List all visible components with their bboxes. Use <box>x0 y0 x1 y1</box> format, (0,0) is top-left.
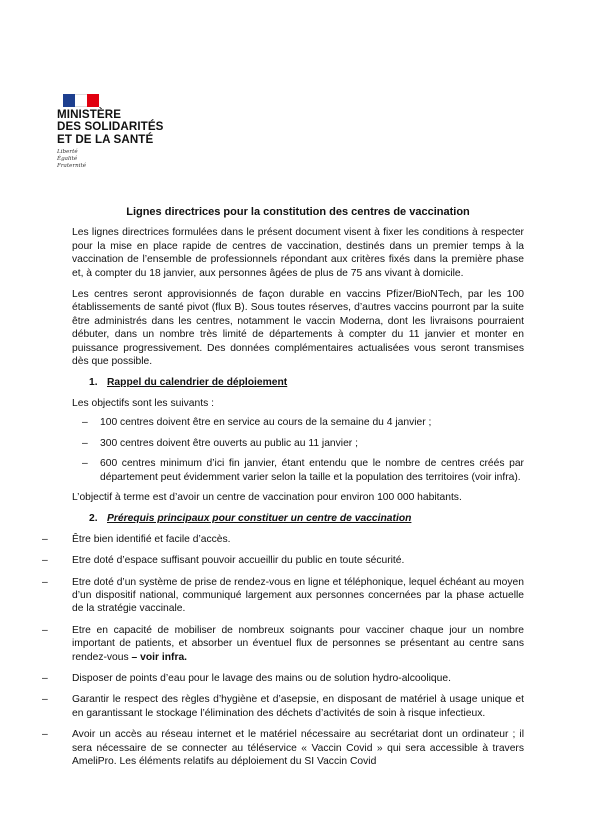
item-bold-note: – voir infra. <box>131 651 188 663</box>
ministry-logo <box>57 94 164 170</box>
list-item <box>42 624 524 664</box>
list-item: – 600 centres minimum d’ici fin janvier, étant entendu que le nombre de centres créés par département peut évidemment varier selon la taille et la population des territoires (voir infra). <box>72 457 524 484</box>
list-item <box>42 672 524 685</box>
item-text: Etre doté d’un système de prise de rendez-vous en ligne et téléphonique, lequel échéant au moyen d’un dispositif national, communiqué largement aux personnes concernées par la phase actuelle de la stratégie vaccinale. <box>72 576 524 615</box>
item-text: Etre doté d’espace suffisant pouvoir accueillir du public en toute sécurité. <box>72 555 405 567</box>
list-item <box>42 693 524 720</box>
ministry-line: ET DE LA SANTÉ <box>57 132 154 146</box>
intro-paragraph: Les lignes directrices formulées dans le présent document visent à fixer les conditions à respecter pour la mise en place rapide de centres de vaccination, destinés dans un premier temps à la vaccination de l’ensemble de professionnels répondant aux critères fixés dans la première phase et, à compter du 18 janvier, aux personnes âgées de plus de 75 ans vivant à domicile. <box>72 227 524 279</box>
document-body <box>72 206 524 776</box>
objectives-list <box>72 416 524 484</box>
section-title: Prérequis principaux pour constituer un centre de vaccination <box>107 513 412 525</box>
objective-final: L’objectif à terme est d’avoir un centre de vaccination pour environ 100 000 habitants. <box>72 491 462 503</box>
french-flag-icon <box>63 94 99 107</box>
item-text: Etre en capacité de mobiliser de nombreux soignants pour vacciner chaque jour un nombre important de patients, et absorber un éventuel flux de personnes se présentant au centre sans rendez-vous <box>72 624 524 663</box>
section-number: 2. <box>89 513 98 525</box>
list-item <box>42 728 524 768</box>
item-text: Garantir le respect des règles d’hygiène et d’asepsie, en disposant de matériel à usage unique et en garantissant le stockage l’élimination des déchets d’activités de soin à risque infectieux. <box>72 694 524 719</box>
list-item: – 300 centres doivent être ouverts au public au 11 janvier ; <box>72 437 524 450</box>
ministry-name <box>57 109 164 146</box>
section-heading-calendar <box>89 376 524 389</box>
item-text: Avoir un accès au réseau internet et le matériel nécessaire au secrétariat dont un ordinateur ; il sera nécessaire de se connecter au téléservice « Vaccin Covid » qui sera accessible à travers AmeliPro. Les éléments relatifs au déploiement du SI Vaccin Covid <box>72 729 524 767</box>
motto-line: Égalité <box>57 156 78 163</box>
ministry-line: MINISTÈRE <box>57 108 122 121</box>
item-text: Être bien identifié et facile d’accès. <box>72 533 231 545</box>
intro-paragraph: Les centres seront approvisionnés de façon durable en vaccins Pfizer/BioNTech, par les 100 établissements de santé pivot (flux B). Sous toutes réserves, d’autres vaccins pourront par la suite être administrés dans les centres, notamment le vaccin Moderna, dont les livraisons pourraient débuter, dans un nombre très limité de départements à compter du 11 janvier et monter en puissance progressivement. Des données complémentaires actualisées vous seront transmises dès que possible. <box>72 289 524 368</box>
list-item <box>42 554 524 567</box>
list-item <box>42 533 524 546</box>
ministry-line: DES SOLIDARITÉS <box>57 120 164 134</box>
list-item: – 100 centres doivent être en service au cours de la semaine du 4 janvier ; <box>72 416 524 429</box>
list-item <box>42 576 524 616</box>
document-title: Lignes directrices pour la constitution des centres de vaccination <box>126 206 470 218</box>
motto-line: Fraternité <box>57 163 87 170</box>
prerequisites-list <box>72 533 524 769</box>
item-text: Disposer de points d’eau pour le lavage des mains ou de solution hydro-alcoolique. <box>72 672 451 684</box>
section-title: Rappel du calendrier de déploiement <box>107 377 288 389</box>
republic-motto <box>57 149 164 170</box>
section-heading-prerequisites <box>89 512 524 525</box>
motto-line: Liberté <box>57 149 78 156</box>
section-number: 1. <box>89 377 98 389</box>
objectives-intro: Les objectifs sont les suivants : <box>72 397 214 409</box>
